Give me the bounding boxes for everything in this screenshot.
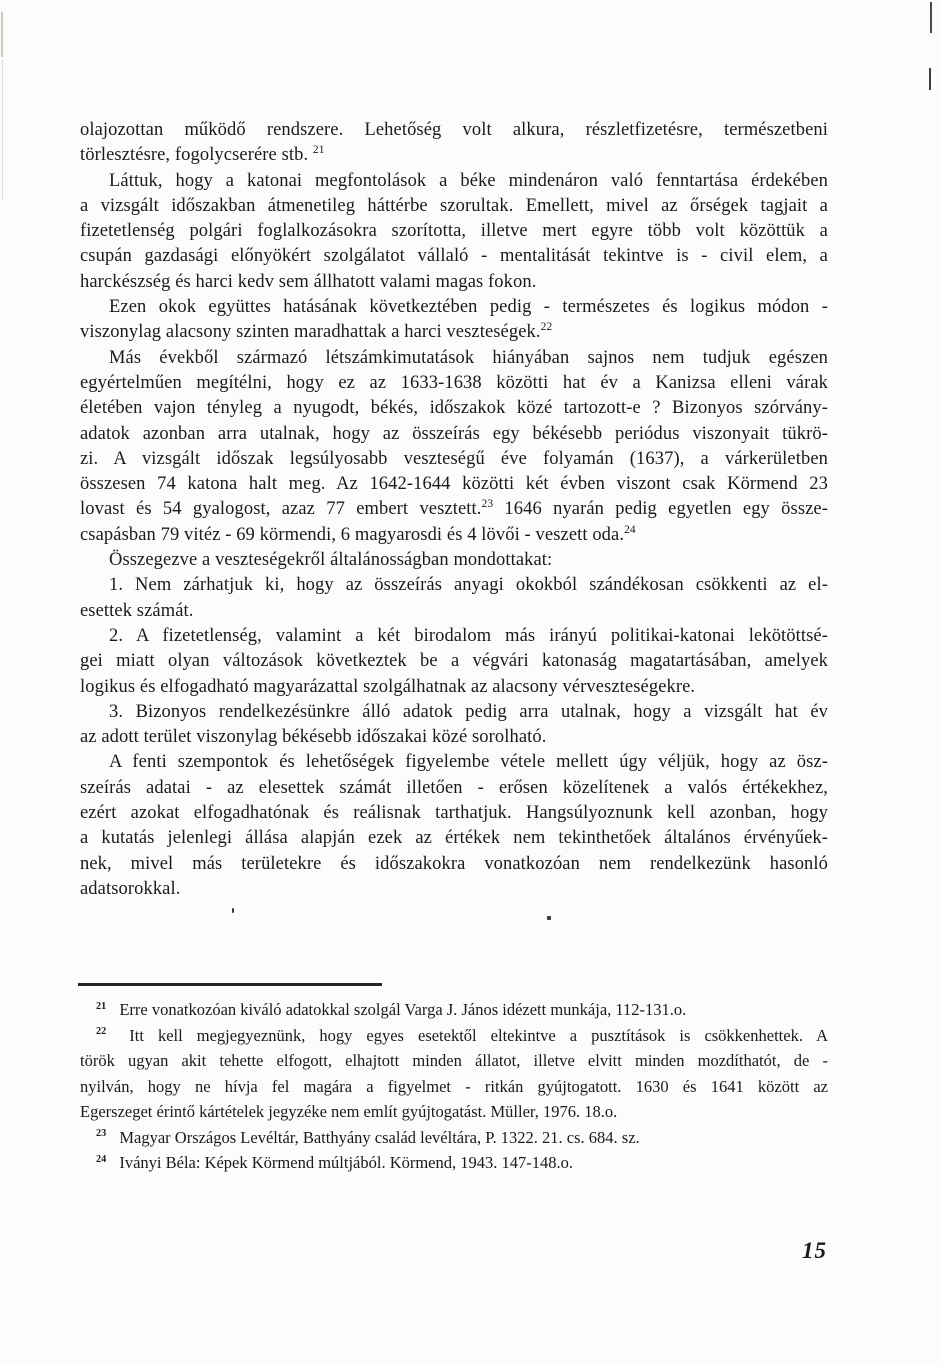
scan-artifact-right-top: [930, 2, 932, 33]
scan-artifact-right-lower: [929, 68, 931, 90]
body-line: esettek számát.: [80, 600, 194, 621]
body-line: olajozottan működő rendszere. Lehetőség volt alkura, részletfizetésre, természetbeni: [80, 120, 828, 140]
body-line: egyértelműen megítélni, hogy ez az 1633-1638 közötti hat év a Kanizsa elleni várak: [80, 372, 828, 393]
body-line: lovast és 54 gyalogost, azaz 77 embert vesztett.$^{23}$ 1646 nyarán pedig egyetlen egy össze-: [80, 498, 828, 520]
body-line: törlesztésre, fogolycserére stb. $^{21}$: [80, 144, 325, 166]
body-line: életében vajon tényleg a nyugodt, békés, időszakok közé tartozott-e ? Bizonyos szórvány-: [80, 398, 828, 419]
footnote-line: $^{22}$ Itt kell megjegyeznünk, hogy egyes esetektől eltekintve a pusztítások is csökkenhettek. A: [96, 1025, 828, 1045]
body-line: összesen 74 katona halt meg. Az 1642-1644 közötti két évben viszont csak Körmend 23: [80, 474, 828, 495]
body-line: csapásban 79 vitéz - 69 körmendi, 6 magyarosdi és 4 lövői - veszett oda.$^{24}$: [80, 523, 636, 545]
ink-speck: [547, 916, 551, 920]
body-line: Más évekből származó létszámkimutatások hiányában sajnos nem tudjuk egészen: [109, 347, 828, 368]
body-line: ezért azokat elfogadhatónak és reálisnak tarthatjuk. Hangsúlyoznunk kell azonban, hogy: [80, 803, 828, 824]
footnote-marker: 22: [96, 1026, 107, 1037]
footnote-line: $^{21}$ Erre vonatkozóan kiváló adatokkal szolgál Varga J. János idézett munkája, 112-131.o.: [96, 1000, 687, 1019]
body-line: 1. Nem zárhatjuk ki, hogy az összeírás anyagi okokból szándékosan csökkenti az el-: [109, 575, 828, 596]
footnote-marker: 21: [312, 144, 325, 157]
body-line: az adott terület viszonylag békésebb időszakai közé sorolható.: [80, 727, 547, 748]
body-line: viszonylag alacsony szinten maradhattak a harci veszteségek.$^{22}$: [80, 321, 553, 343]
scan-artifact-left-top: [1, 12, 3, 57]
footnote-line: török ugyan akit tehette elfogott, elhajtott minden állatot, illetve elvitt minden mozdíthatót, de -: [80, 1051, 828, 1070]
body-line: Láttuk, hogy a katonai megfontolások a béke mindenáron való fenntartása érdekében: [109, 170, 828, 191]
body-text: [80, 118, 828, 902]
footnote-line: nyilván, hogy ne hívja fel magára a figyelmet - ritkán gyújtogatott. 1630 és 1641 között az: [80, 1076, 828, 1096]
body-line: szeírás adatai - az elesettek számát illetően - erősen közelítenek a valós értékekhez,: [80, 777, 828, 798]
footnotes-block: [80, 997, 828, 1176]
body-line: Ezen okok együttes hatásának következtében pedig - természetes és logikus módon -: [109, 297, 828, 318]
footnote-line: $^{24}$ Iványi Béla: Képek Körmend múltjából. Körmend, 1943. 147-148.o.: [96, 1153, 574, 1172]
footnote-marker: 22: [540, 321, 553, 334]
body-line: Összegezve a veszteségekről általánosságban mondottakat:: [109, 550, 553, 571]
body-line: zi. A vizsgált időszak legsúlyosabb veszteségű éve folyamán (1637), a várkerületben: [80, 448, 828, 469]
footnote-marker: 24: [624, 523, 636, 536]
ink-speck: [232, 908, 234, 913]
footnote-marker: 21: [96, 1000, 107, 1012]
page-number: 15: [802, 1238, 827, 1263]
footnote-line: Egerszeget érintő kártételek jegyzéke nem említ gyújtogatást. Müller, 1976. 18.o.: [80, 1102, 618, 1121]
scan-artifact-left-lower: [2, 60, 3, 200]
footnote-separator: [78, 983, 382, 986]
body-line: 3. Bizonyos rendelkezésünkre álló adatok pedig arra utalnak, hogy a vizsgált hat év: [109, 701, 828, 722]
footnote-marker: 23: [96, 1128, 107, 1139]
body-line: a kutatás jelenlegi állása alapján ezek az értékek nem tekinthetőek általános érvényűek-: [80, 828, 828, 849]
body-line: adatok azonban arra utalnak, hogy az összeírás egy békésebb periódus viszonyait tükrö-: [80, 423, 828, 444]
body-line: logikus és elfogadható magyarázattal szolgálhatnak az alacsony vérveszteségekre.: [80, 676, 696, 697]
body-line: nek, mivel más területekre és időszakokra vonatkozóan nem rendelkezünk hasonló: [80, 853, 828, 874]
body-line: harckészség és harci kedv sem állhatott valami magas fokon.: [80, 271, 537, 292]
body-line: fizetetlenség polgári foglalkozásokra szorította, illetve mert egyre több volt közöttük a: [80, 221, 828, 242]
footnote-marker: 23: [481, 498, 494, 511]
body-line: 2. A fizetetlenség, valamint a két birodalom más irányú politikai-katonai lekötöttsé-: [109, 625, 828, 646]
footnote-marker: 24: [96, 1153, 107, 1165]
body-line: csupán gazdasági előnyökért szolgálatot vállaló - mentalitását tekintve is - civil elem, a: [80, 246, 828, 267]
body-line: a vizsgált időszakban átmenetileg háttérbe szorultak. Emellett, mivel az őrségek tagjait a: [80, 195, 828, 216]
body-line: adatsorokkal.: [80, 878, 181, 899]
footnote-line: $^{23}$ Magyar Országos Levéltár, Batthyány család levéltára, P. 1322. 21. cs. 684. sz.: [96, 1127, 640, 1147]
body-line: A fenti szempontok és lehetőségek figyelembe vétele mellett úgy véljük, hogy az ösz-: [109, 752, 828, 773]
body-line: gei miatt olyan változások következtek be a végvári katonaság magatartásában, amelyek: [80, 651, 828, 672]
